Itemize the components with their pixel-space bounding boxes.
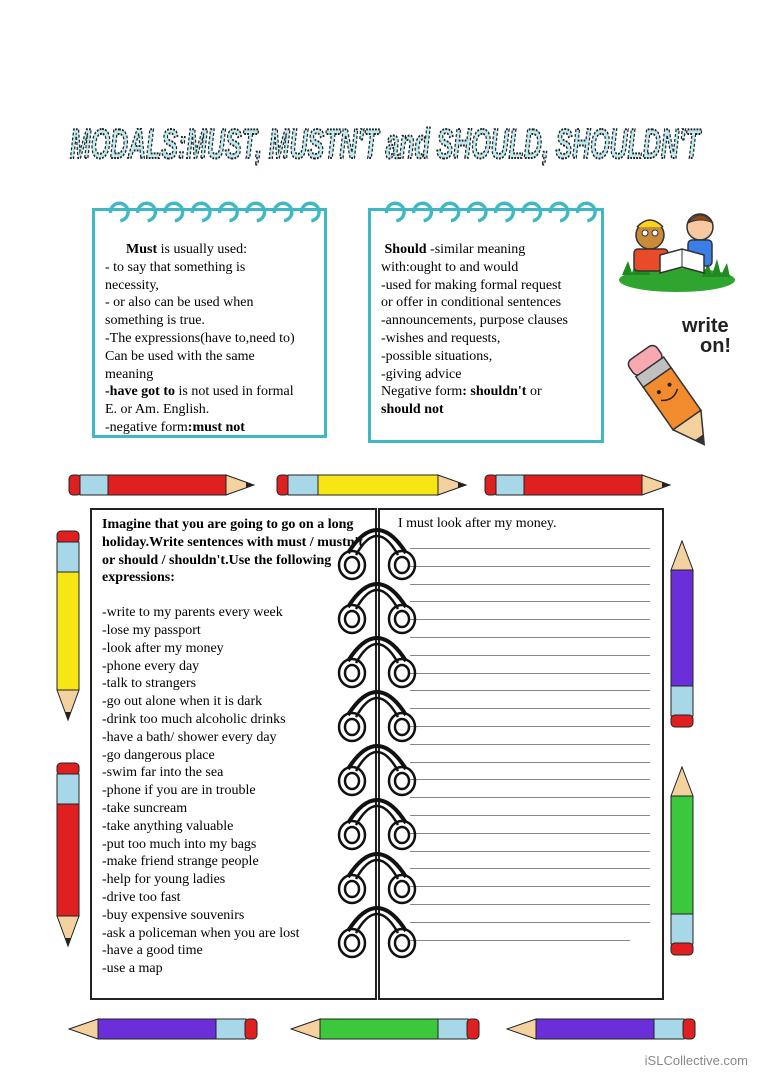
expression-item: -buy expensive souvenirs: [102, 907, 245, 923]
should-card: [368, 208, 604, 443]
pencil-red-decoration: [484, 472, 672, 498]
expression-item: -help for young ladies: [102, 872, 226, 888]
card-line: with:ought to and would: [381, 259, 519, 275]
card-line: meaning: [105, 366, 154, 382]
pencil-purple-vertical-decoration: [668, 540, 696, 728]
expression-item: -phone if you are in trouble: [102, 783, 256, 799]
answer-line[interactable]: [410, 637, 650, 638]
card-line: Should -similar meaning: [384, 242, 526, 257]
pencil-red-decoration: [68, 472, 256, 498]
title-text: MODALS:MUST, MUSTN'T and SHOULD, SHOULDN'T: [70, 120, 702, 167]
card-line: - to say that something is: [105, 259, 246, 275]
card-line: -The expressions(have to,need to): [105, 330, 295, 346]
expression-item: -write to my parents every week: [102, 605, 283, 621]
page-title: [60, 100, 710, 180]
answer-line[interactable]: [410, 922, 650, 923]
notebook-ring: [339, 746, 415, 795]
expression-item: -put too much into my bags: [102, 836, 257, 852]
answer-line[interactable]: [410, 779, 650, 780]
answer-line[interactable]: [410, 744, 650, 745]
answer-line[interactable]: [410, 566, 650, 567]
card-line: -used for making formal request: [381, 277, 562, 293]
card-line: -negative form:must not: [105, 419, 245, 435]
answer-line[interactable]: [410, 655, 650, 656]
answer-line[interactable]: [410, 886, 650, 887]
must-card-text: [105, 241, 316, 435]
card-line: should not: [381, 402, 444, 418]
card-line: Can be used with the same: [105, 348, 255, 364]
notebook-ring: [339, 638, 415, 687]
expression-item: -go out alone when it is dark: [102, 694, 263, 710]
expression-item: -use a map: [102, 961, 163, 977]
notebook-rings: [330, 525, 420, 975]
pencil-purple-decoration: [68, 1016, 258, 1042]
write-on-text-line2: on!: [700, 335, 732, 357]
notebook-ring: [339, 908, 415, 957]
notebook-ring: [339, 854, 415, 903]
answer-line[interactable]: [410, 726, 650, 727]
pencil-yellow-decoration: [276, 472, 468, 498]
expression-item: -make friend strange people: [102, 854, 259, 870]
expression-item: -have a good time: [102, 943, 203, 959]
kids-reading-illustration: [612, 205, 742, 295]
exercise-instructions: Imagine that you are going to go on a long holiday.Write sentences with must / mustn't or should / shouldn't.Use the following expressions:: [102, 517, 367, 586]
answer-line[interactable]: [410, 815, 650, 816]
expression-item: -drive too fast: [102, 889, 181, 905]
card-line: -announcements, purpose clauses: [381, 313, 568, 329]
card-line: -wishes and requests,: [381, 330, 501, 346]
notebook-ring: [339, 584, 415, 633]
card-line: Must is usually used:: [126, 242, 247, 257]
card-line: -have got to is not used in formal: [105, 384, 294, 400]
answer-line[interactable]: [410, 797, 650, 798]
card-spiral-binding: [371, 193, 601, 229]
sample-answer: I must look after my money.: [398, 516, 557, 531]
card-line: necessity,: [105, 277, 159, 293]
must-card: [92, 208, 327, 438]
answer-line[interactable]: [410, 851, 650, 852]
expression-item: -look after my money: [102, 640, 224, 656]
pencil-yellow-vertical-decoration: [54, 530, 82, 722]
expression-item: -swim far into the sea: [102, 765, 224, 781]
watermark: iSLCollective.com: [644, 1053, 748, 1068]
answer-line[interactable]: [410, 584, 650, 585]
answer-line[interactable]: [410, 708, 650, 709]
expression-item: -phone every day: [102, 658, 200, 674]
expression-item: -have a bath/ shower every day: [102, 729, 277, 745]
card-line: something is true.: [105, 313, 205, 329]
notebook-right-page: [378, 508, 664, 1000]
answer-line[interactable]: [410, 601, 650, 602]
expression-item: -lose my passport: [102, 622, 201, 638]
expression-item: -go dangerous place: [102, 747, 215, 763]
card-line: - or also can be used when: [105, 295, 254, 311]
answer-line[interactable]: [410, 904, 650, 905]
answer-line[interactable]: [410, 940, 630, 941]
write-on-text-line1: write: [682, 315, 729, 337]
answer-line[interactable]: [410, 548, 650, 549]
expression-item: -take suncream: [102, 800, 188, 816]
write-on-pencil-illustration: [612, 310, 742, 458]
card-line: E. or Am. English.: [105, 402, 210, 418]
expression-item: -take anything valuable: [102, 818, 234, 834]
pencil-green-decoration: [290, 1016, 480, 1042]
answer-line[interactable]: [410, 619, 650, 620]
should-card-text: [381, 241, 593, 441]
pencil-purple-decoration: [506, 1016, 696, 1042]
card-line: -giving advice: [381, 366, 462, 382]
answer-line[interactable]: [410, 833, 650, 834]
pencil-red-vertical-decoration: [54, 762, 82, 948]
answer-line[interactable]: [410, 673, 650, 674]
card-line: Negative form: shouldn't or: [381, 384, 542, 400]
answer-line[interactable]: [410, 690, 650, 691]
answer-line[interactable]: [410, 868, 650, 869]
card-line: or offer in conditional sentences: [381, 295, 562, 311]
notebook-ring: [339, 530, 415, 579]
pencil-green-vertical-decoration: [668, 766, 696, 956]
expression-item: -talk to strangers: [102, 676, 197, 692]
notebook-ring: [339, 692, 415, 741]
expression-item: -drink too much alcoholic drinks: [102, 711, 286, 727]
notebook-ring: [339, 800, 415, 849]
card-spiral-binding: [95, 193, 324, 229]
answer-line[interactable]: [410, 762, 650, 763]
expression-item: -ask a policeman when you are lost: [102, 925, 300, 941]
card-line: -possible situations,: [381, 348, 493, 364]
